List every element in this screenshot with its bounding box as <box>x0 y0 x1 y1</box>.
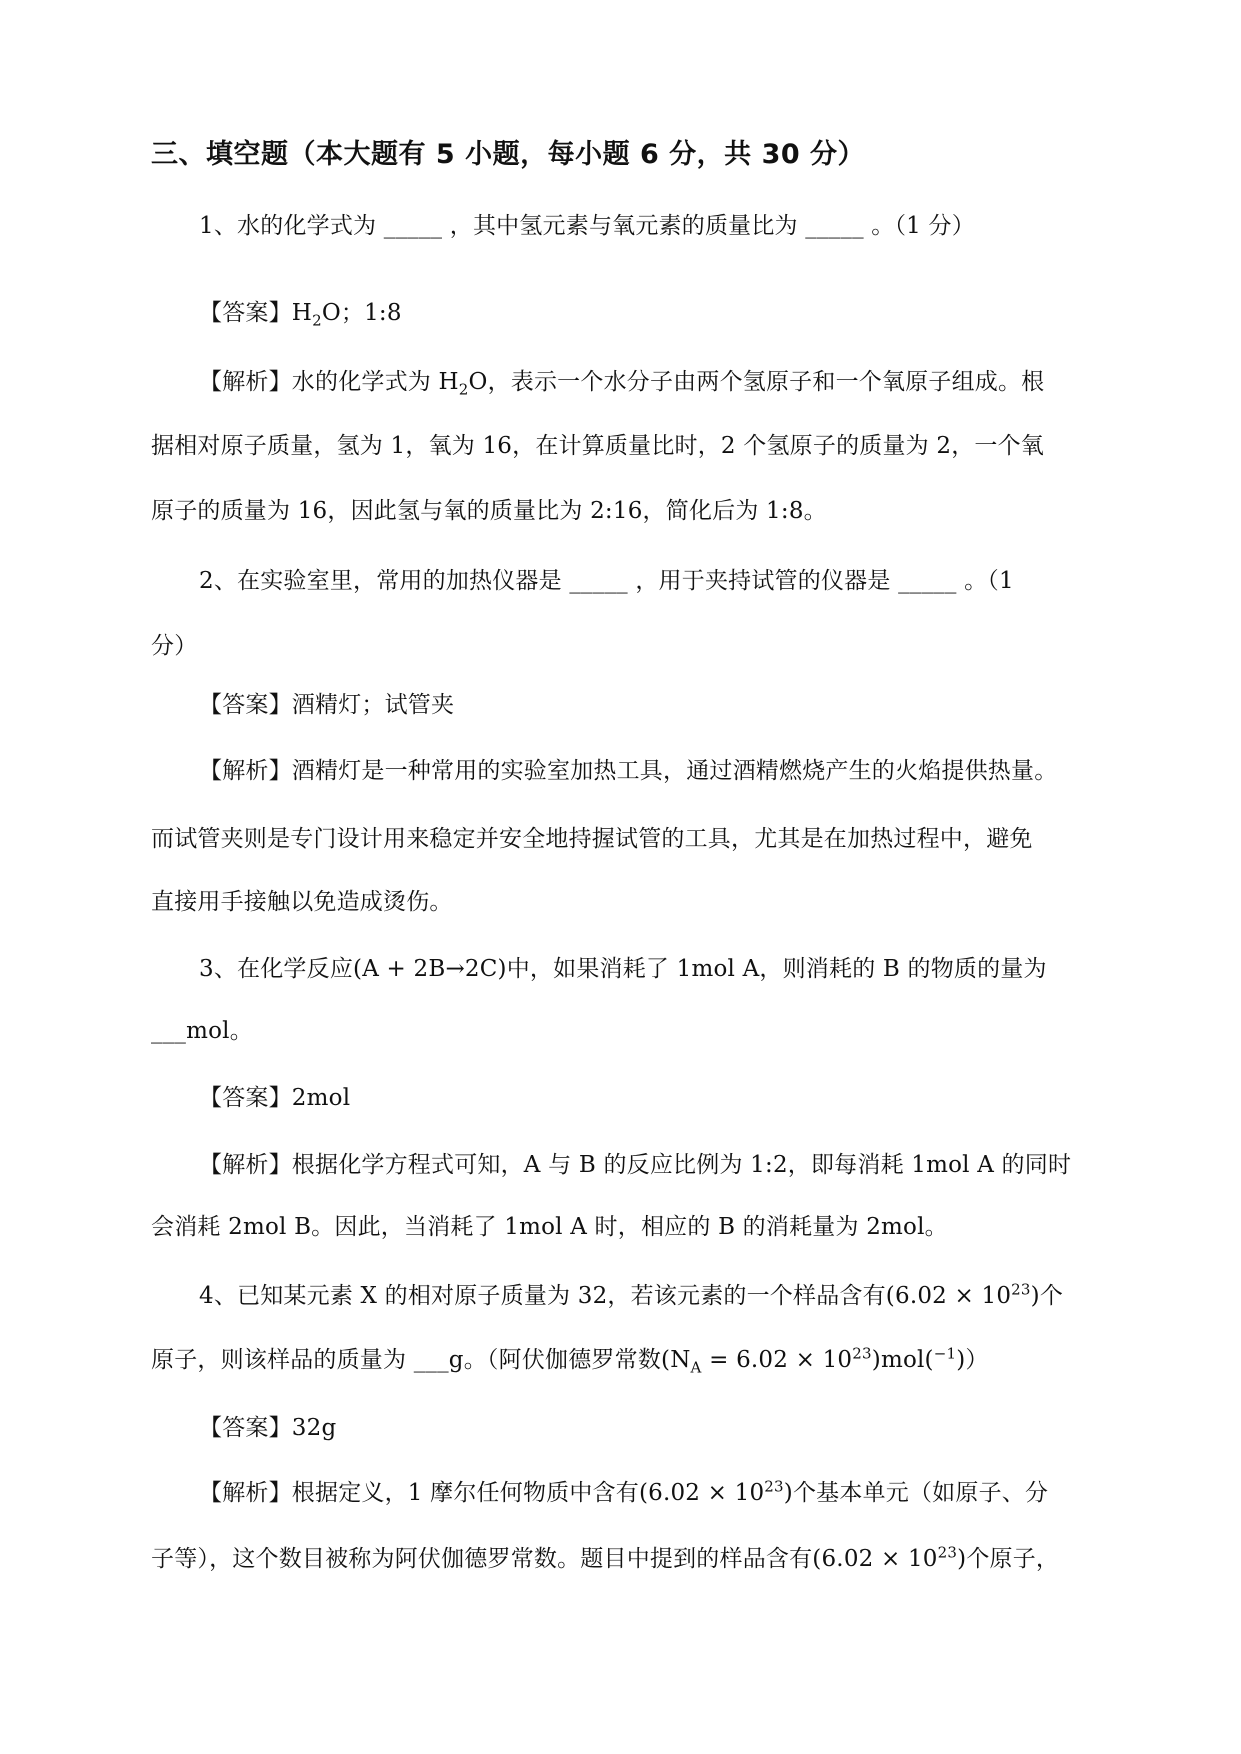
analysis-3-line-1: 【解析】根据化学方程式可知，A 与 B 的反应比例为 1:2，即每消耗 1mol A 的同时 <box>199 1152 1072 1178</box>
analysis-4-line-1: 【解析】根据定义，1 摩尔任何物质中含有$(6.02 \times 10^{23})$个基本单元（如原子、分 <box>199 1477 1049 1506</box>
answer-1: 【答案】$H_2O$；1:8 <box>199 300 402 330</box>
analysis-3-line-2: 会消耗 2mol B。因此，当消耗了 1mol A 时，相应的 B 的消耗量为 2mol。 <box>151 1214 948 1240</box>
answer-4: 【答案】32g <box>199 1415 337 1441</box>
question-3-line-2: ___mol。 <box>151 1018 253 1044</box>
analysis-1-line-1: 【解析】水的化学式为 $H_2O$，表示一个水分子由两个氢原子和一个氧原子组成。根 <box>199 369 1045 399</box>
answer-2: 【答案】酒精灯；试管夹 <box>199 692 455 718</box>
answer-3: 【答案】2mol <box>199 1085 351 1111</box>
analysis-1-line-3: 原子的质量为 16，因此氢与氧的质量比为 2:16，简化后为 1:8。 <box>151 498 827 524</box>
question-4-line-2: 原子，则该样品的质量为 ___g。（阿伏伽德罗常数$(N_A = 6.02 \times 10^{23})mol(^{-1})$） <box>151 1344 989 1377</box>
question-4-line-1: 4、已知某元素 X 的相对原子质量为 32，若该元素的一个样品含有$(6.02 \times 10^{23})$个 <box>199 1280 1064 1309</box>
analysis-2-line-3: 直接用手接触以免造成烫伤。 <box>151 889 453 915</box>
question-3-line-1: 3、在化学反应(A + 2B→2C)中，如果消耗了 1mol A，则消耗的 B 的物质的量为 <box>199 956 1047 982</box>
question-2-line-2: 分） <box>151 633 198 659</box>
analysis-4-line-2: 子等），这个数目被称为阿伏伽德罗常数。题目中提到的样品含有$(6.02 \times 10^{23})$个原子， <box>151 1543 1060 1572</box>
section-title: 三、填空题（本大题有 5 小题，每小题 6 分，共 30 分） <box>151 139 866 170</box>
analysis-2-line-2: 而试管夹则是专门设计用来稳定并安全地持握试管的工具，尤其是在加热过程中，避免 <box>151 826 1033 852</box>
question-2-line-1: 2、在实验室里，常用的加热仪器是 _____ ，用于夹持试管的仪器是 _____ 。（1 <box>199 568 1014 594</box>
analysis-1-line-2: 据相对原子质量，氢为 1，氧为 16，在计算质量比时，2 个氢原子的质量为 2，一个氧 <box>151 433 1045 459</box>
analysis-2-line-1: 【解析】酒精灯是一种常用的实验室加热工具，通过酒精燃烧产生的火焰提供热量。 <box>199 758 1058 784</box>
question-1: 1、水的化学式为 _____ ，其中氢元素与氧元素的质量比为 _____ 。（1 分） <box>199 213 975 239</box>
